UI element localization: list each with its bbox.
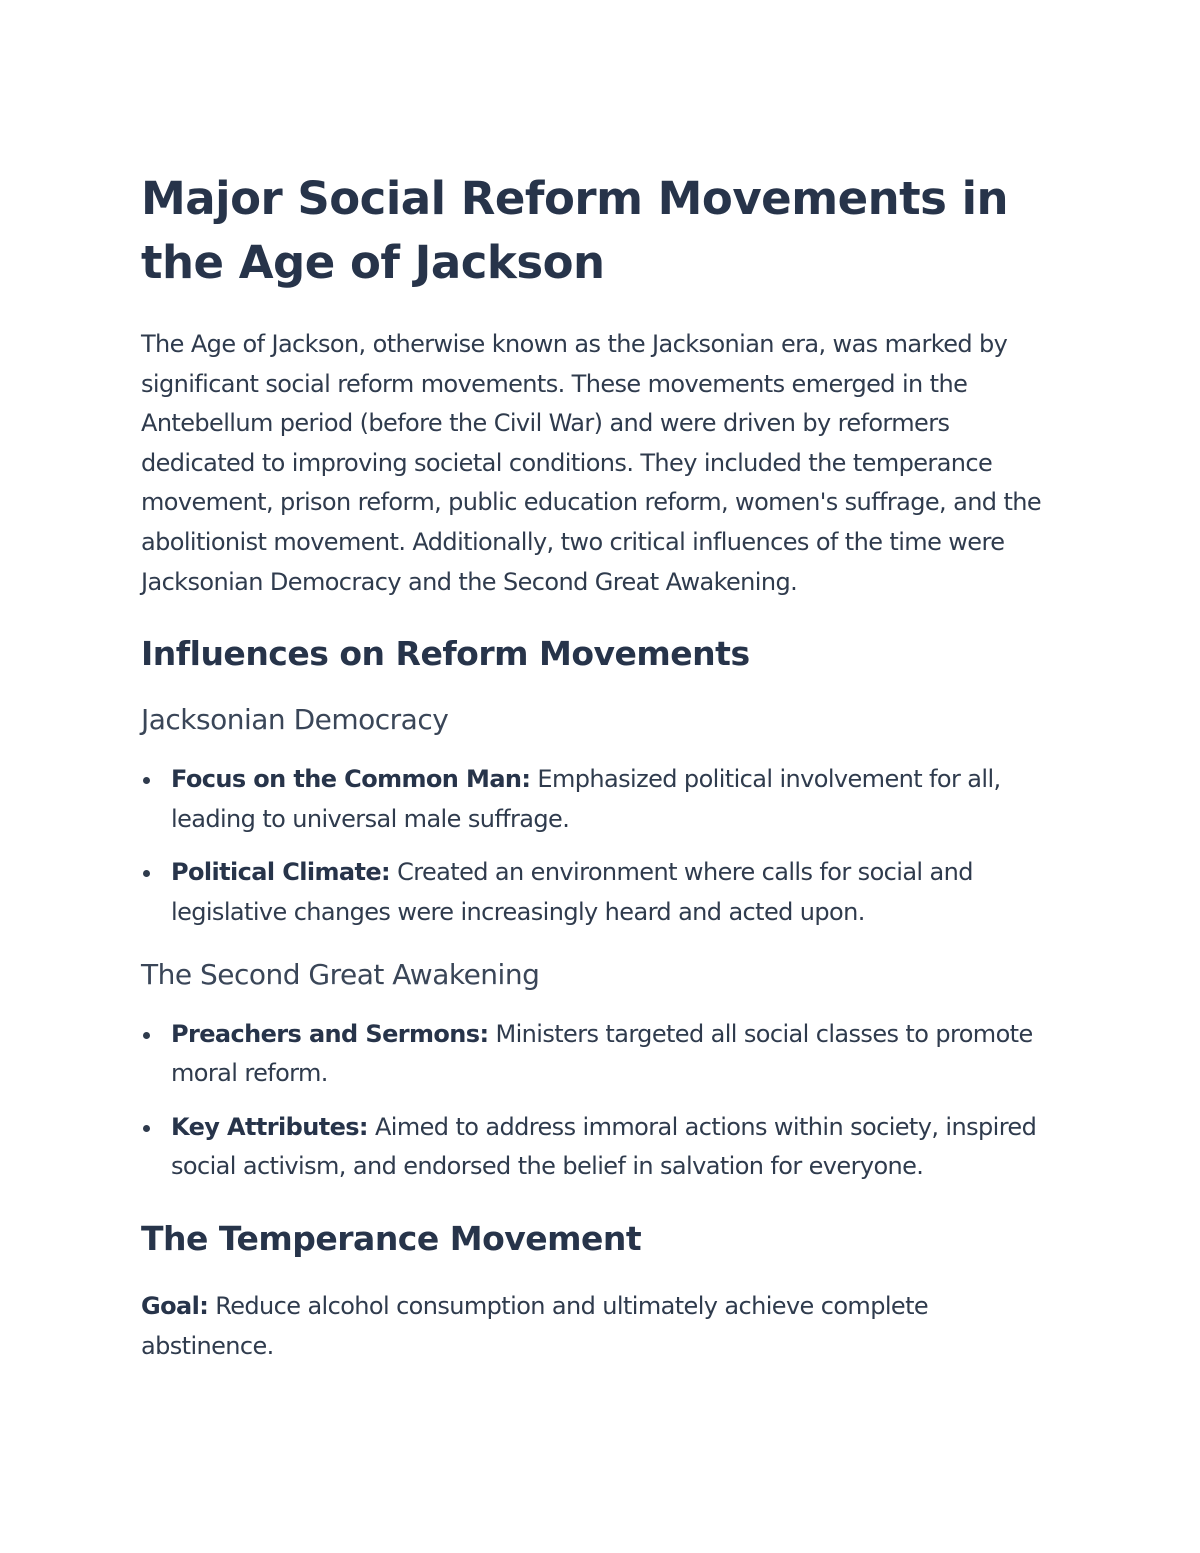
list-item [141,853,1060,932]
subheading-second-great-awakening: The Second Great Awakening [141,957,540,991]
list-item [141,1108,1060,1187]
intro-paragraph: The Age of Jackson, otherwise known as the Jacksonian era, was marked by significant social reform movements. These movements emerged in the Antebellum period (before the Civil War) and were driven by reformers dedicated to improving societal conditions. They included the temperance movement, prison reform, public education reform, women's suffrage, and the abolitionist movement. Additionally, two critical influences of the time were Jacksonian Democracy and the Second Great Awakening. [141,330,1042,596]
page-title: Major Social Reform Movements in the Age of Jackson [141,172,1009,289]
list-item-term: Preachers and Sermons: [171,1019,489,1048]
goal-text: Reduce alcohol consumption and ultimately achieve complete abstinence. [141,1291,929,1360]
list-item-term: Political Climate: [171,858,391,887]
list-item-term: Key Attributes: [171,1112,368,1141]
jacksonian-list [141,760,1060,932]
bullet-icon [143,1125,150,1132]
bullet-icon [143,777,150,784]
subheading-jacksonian-democracy: Jacksonian Democracy [141,703,449,737]
temperance-goal [141,1287,1060,1366]
section-heading-temperance: The Temperance Movement [141,1218,642,1258]
list-item-text: Aimed to address immoral actions within society, inspired social activism, and endorsed the belief in salvation for everyone. [171,1112,1037,1181]
list-item-term: Focus on the Common Man: [171,765,531,794]
goal-label: Goal: [141,1291,209,1320]
section-heading-influences: Influences on Reform Movements [141,634,750,674]
awakening-list [141,1015,1060,1187]
list-item [141,760,1060,839]
bullet-icon [143,1032,150,1039]
list-item-text: Emphasized political involvement for all, leading to universal male suffrage. [171,765,1001,833]
bullet-icon [143,870,150,877]
list-item-text: Ministers targeted all social classes to promote moral reform. [171,1019,1033,1088]
list-item [141,1015,1060,1094]
list-item-text: Created an environment where calls for social and legislative changes were increasingly heard and acted upon. [171,858,973,926]
